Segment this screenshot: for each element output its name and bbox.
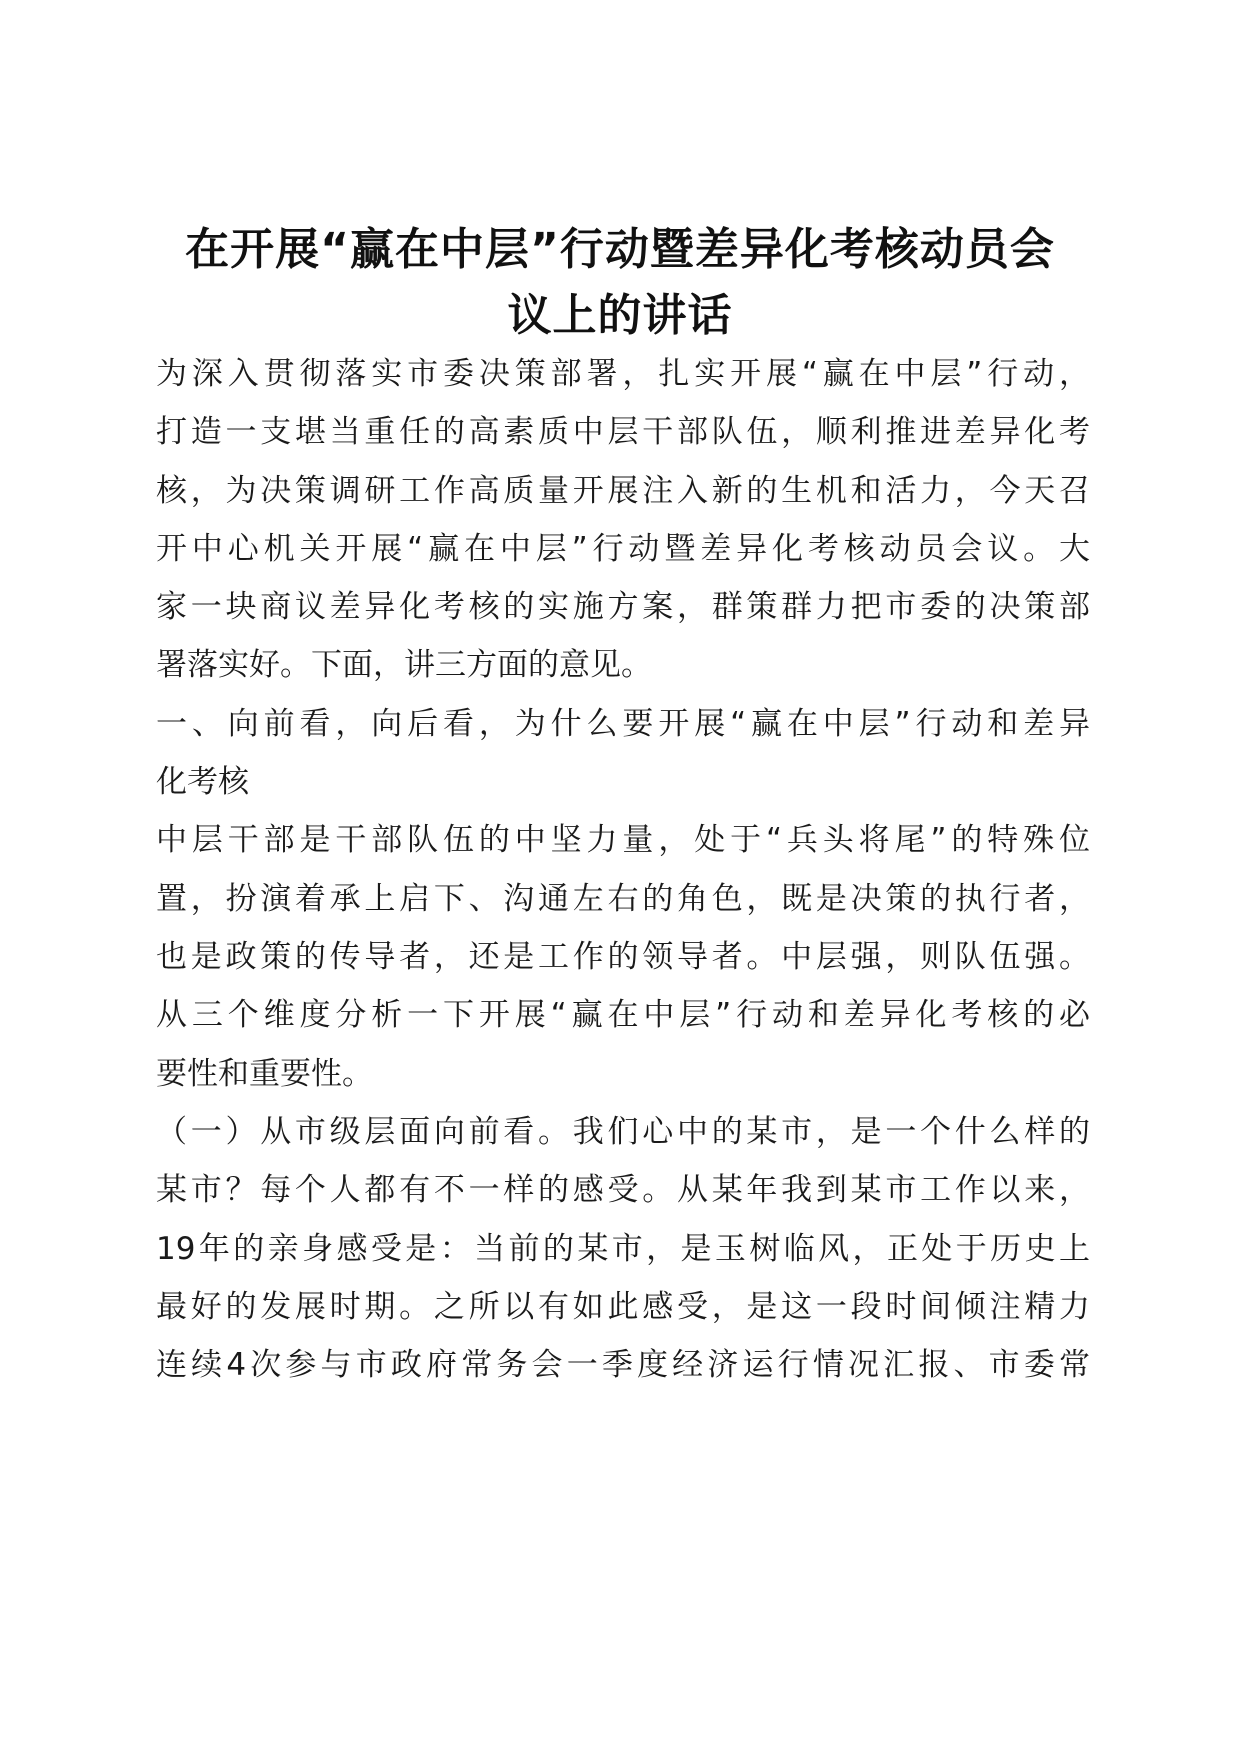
body-line: 为深入贯彻落实市委决策部署，扎实开展“赢在中层”行动， bbox=[156, 356, 1090, 392]
document-title-line-1: 在开展“赢在中层”行动暨差异化考核动员会 bbox=[185, 224, 1055, 275]
body-line: （一）从市级层面向前看。我们心中的某市，是一个什么样的 bbox=[156, 1114, 1090, 1150]
body-line: 置，扮演着承上启下、沟通左右的角色，既是决策的执行者， bbox=[156, 881, 1090, 917]
body-line: 某市？每个人都有不一样的感受。从某年我到某市工作以来， bbox=[156, 1172, 1090, 1208]
section-heading-line: 化考核 bbox=[156, 764, 249, 800]
body-line: 也是政策的传导者，还是工作的领导者。中层强，则队伍强。 bbox=[156, 939, 1090, 975]
body-line: 连续4次参与市政府常务会一季度经济运行情况汇报、市委常 bbox=[156, 1347, 1090, 1383]
body-line: 从三个维度分析一下开展“赢在中层”行动和差异化考核的必 bbox=[156, 997, 1090, 1033]
body-line: 开中心机关开展“赢在中层”行动暨差异化考核动员会议。大 bbox=[156, 531, 1090, 567]
body-line: 家一块商议差异化考核的实施方案，群策群力把市委的决策部 bbox=[156, 589, 1090, 625]
body-line: 署落实好。下面，讲三方面的意见。 bbox=[156, 647, 652, 683]
section-heading-line: 一、向前看，向后看，为什么要开展“赢在中层”行动和差异 bbox=[156, 706, 1090, 742]
body-line: 打造一支堪当重任的高素质中层干部队伍，顺利推进差异化考 bbox=[156, 414, 1090, 450]
document-title-line-2: 议上的讲话 bbox=[507, 290, 733, 341]
body-line: 中层干部是干部队伍的中坚力量，处于“兵头将尾”的特殊位 bbox=[156, 822, 1090, 858]
body-line: 核，为决策调研工作高质量开展注入新的生机和活力，今天召 bbox=[156, 473, 1090, 509]
body-line: 19年的亲身感受是：当前的某市，是玉树临风，正处于历史上 bbox=[156, 1231, 1090, 1267]
body-line: 最好的发展时期。之所以有如此感受，是这一段时间倾注精力 bbox=[156, 1289, 1090, 1325]
body-line: 要性和重要性。 bbox=[156, 1056, 373, 1092]
